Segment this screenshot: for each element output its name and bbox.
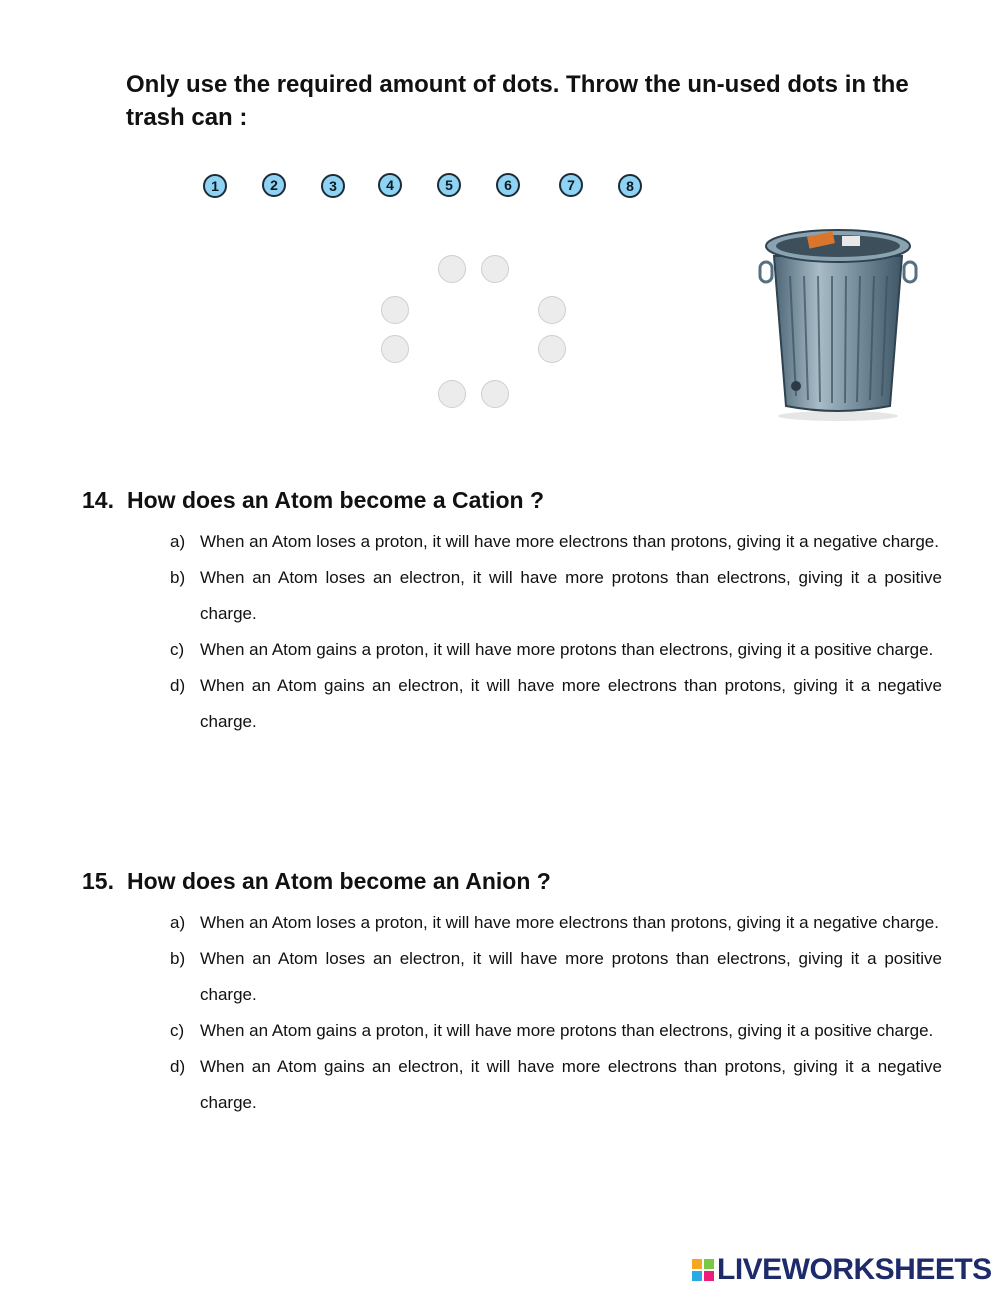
instruction-text: Only use the required amount of dots. Throw the un-used dots in the trash can : [126,71,909,131]
dot-tile-2[interactable]: 2 [262,173,286,197]
dot-tile-8[interactable]: 8 [618,174,642,198]
option-letter: b) [170,949,186,968]
logo-text: LIVEWORKSHEETS [717,1253,992,1286]
question-text: How does an Atom become an Anion ? [127,868,551,894]
question-number: 15. [82,868,114,894]
option-letter: b) [170,568,186,587]
option-text: When an Atom loses an electron, it will have more protons than electrons, giving it a positive charge. [200,568,942,623]
liveworksheets-logo [692,1253,992,1287]
option-letter: d) [170,1057,186,1076]
dot-tile-6[interactable]: 6 [496,173,520,197]
option-15-b[interactable] [170,941,942,1013]
dot-tile-1[interactable]: 1 [203,174,227,198]
drop-slot-left-lower[interactable] [381,335,409,363]
dot-tile-3[interactable]: 3 [321,174,345,198]
option-15-a[interactable] [170,905,942,941]
dot-tile-7[interactable]: 7 [559,173,583,197]
question-15-title [82,868,551,895]
trash-can-icon[interactable] [752,216,924,422]
question-14-title [82,487,544,514]
option-text: When an Atom gains an electron, it will have more electrons than protons, giving it a negative charge. [200,676,942,731]
option-text: When an Atom loses an electron, it will have more protons than electrons, giving it a positive charge. [200,949,942,1004]
question-14-options [170,524,942,740]
option-14-c[interactable] [170,632,942,668]
option-letter: c) [170,1021,185,1040]
drop-slot-top-right[interactable] [481,255,509,283]
option-letter: a) [170,913,186,932]
option-text: When an Atom gains an electron, it will have more electrons than protons, giving it a negative charge. [200,1057,942,1112]
option-letter: d) [170,676,186,695]
option-text: When an Atom gains a proton, it will have more protons than electrons, giving it a positive charge. [200,1021,934,1040]
question-text: How does an Atom become a Cation ? [127,487,545,513]
question-number: 14. [82,487,114,513]
drop-slot-bottom-right[interactable] [481,380,509,408]
option-14-a[interactable] [170,524,942,560]
dot-tile-5[interactable]: 5 [437,173,461,197]
option-14-b[interactable] [170,560,942,632]
option-text: When an Atom loses a proton, it will have more electrons than protons, giving it a negative charge. [200,913,939,932]
option-14-d[interactable] [170,668,942,740]
drop-slot-top-left[interactable] [438,255,466,283]
option-text: When an Atom gains a proton, it will have more protons than electrons, giving it a positive charge. [200,640,934,659]
option-text: When an Atom loses a proton, it will have more electrons than protons, giving it a negative charge. [200,532,939,551]
question-15-options [170,905,942,1121]
option-15-c[interactable] [170,1013,942,1049]
option-15-d[interactable] [170,1049,942,1121]
option-letter: a) [170,532,186,551]
drop-slot-right-upper[interactable] [538,296,566,324]
option-letter: c) [170,640,185,659]
dot-tile-4[interactable]: 4 [378,173,402,197]
drop-slot-left-upper[interactable] [381,296,409,324]
drop-slot-right-lower[interactable] [538,335,566,363]
logo-grid-icon [692,1259,714,1281]
drop-slot-bottom-left[interactable] [438,380,466,408]
